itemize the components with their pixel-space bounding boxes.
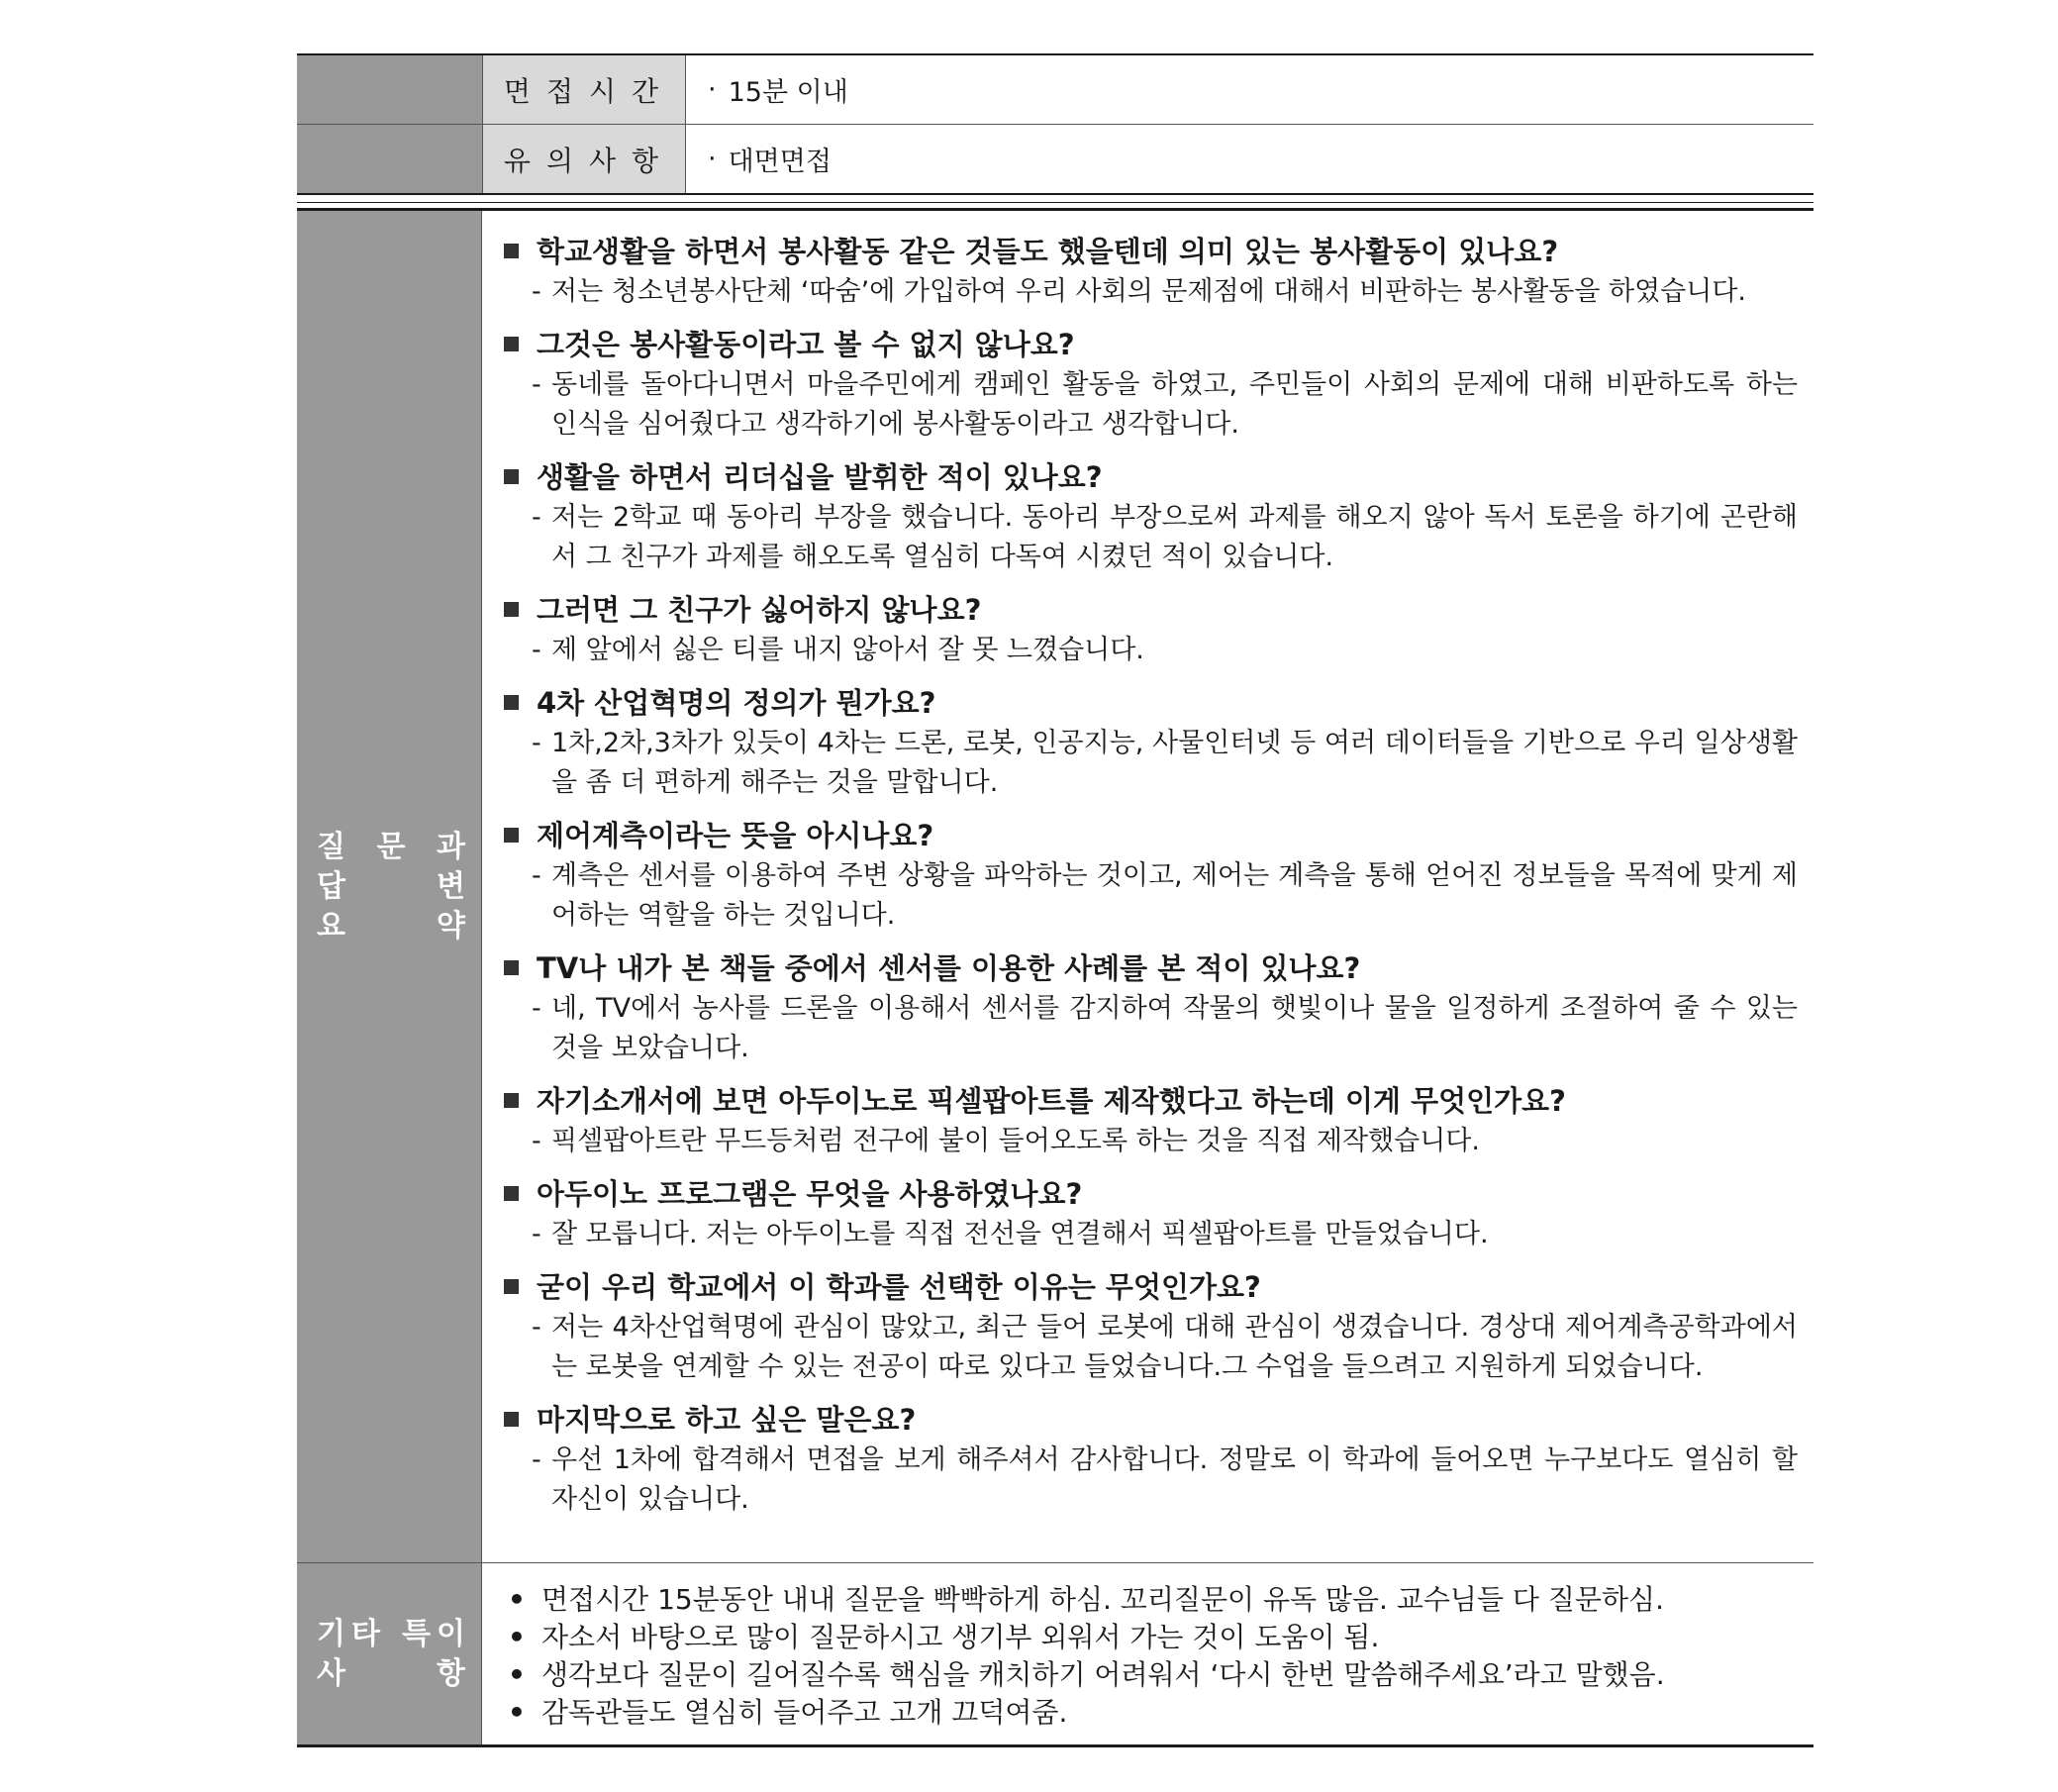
label-char: 문 xyxy=(376,829,406,864)
bullet-dot: · xyxy=(708,74,717,105)
notes-row xyxy=(297,124,1813,193)
qa-item xyxy=(502,324,1798,445)
dash-marker: - xyxy=(532,1219,541,1249)
answer xyxy=(502,724,1798,803)
qa-item xyxy=(502,1266,1798,1387)
dash-marker: - xyxy=(532,728,541,758)
answer-text: 저는 청소년봉사단체 ‘따숨’에 가입하여 우리 사회의 문제점에 대해서 비판하는 봉사활동을 하였습니다. xyxy=(551,276,1747,307)
etc-section-label xyxy=(297,1563,482,1744)
answer xyxy=(502,1308,1798,1387)
answer xyxy=(502,1441,1798,1520)
label-char: 요 xyxy=(317,908,345,944)
square-bullet-icon xyxy=(504,695,519,710)
bullet-dot-icon: • xyxy=(508,1658,526,1691)
label-char: 약 xyxy=(437,908,465,944)
square-bullet-icon xyxy=(504,1093,519,1108)
label-line xyxy=(317,1615,465,1654)
square-bullet-icon xyxy=(504,1279,519,1294)
answer xyxy=(502,498,1798,577)
answer-text: 1차,2차,3차가 있듯이 4차는 드론, 로봇, 인공지능, 사물인터넷 등 여러 데이터들을 기반으로 우리 일상생활을 좀 더 편하게 해주는 것을 말합니다. xyxy=(551,728,1798,798)
square-bullet-icon xyxy=(504,1412,519,1427)
dash-marker: - xyxy=(532,502,541,533)
label-char: 특 xyxy=(402,1616,431,1651)
qa-item xyxy=(502,456,1798,577)
bullet-dot: · xyxy=(708,144,717,174)
question-text: 학교생활을 하면서 봉사활동 같은 것들도 했을텐데 의미 있는 봉사활동이 있나요? xyxy=(537,235,1559,268)
label-char: 과 xyxy=(437,829,465,864)
answer xyxy=(502,856,1798,936)
notes-value: 대면면접 xyxy=(728,147,832,177)
square-bullet-icon xyxy=(504,1186,519,1201)
qa-item xyxy=(502,682,1798,803)
question-text: 그러면 그 친구가 싫어하지 않나요? xyxy=(537,593,982,627)
label-char: 항 xyxy=(437,1655,465,1691)
dash-marker: - xyxy=(532,1126,541,1156)
question-text: 자기소개서에 보면 아두이노로 픽셀팝아트를 제작했다고 하는데 이게 무엇인가요? xyxy=(537,1084,1566,1118)
label-line xyxy=(317,907,465,946)
question xyxy=(502,231,1798,272)
dash-marker: - xyxy=(532,1312,541,1343)
question-text: TV나 내가 본 책들 중에서 센서를 이용한 사례를 본 적이 있나요? xyxy=(537,951,1361,985)
question-text: 마지막으로 하고 싶은 말은요? xyxy=(537,1403,917,1437)
label-char: 기 xyxy=(317,1616,345,1651)
dash-marker: - xyxy=(532,993,541,1024)
question xyxy=(502,1173,1798,1215)
dash-marker: - xyxy=(532,369,541,400)
interview-time-value: 15분 이내 xyxy=(728,77,848,108)
qa-section xyxy=(297,211,1813,1562)
dash-marker: - xyxy=(532,860,541,891)
question-text: 그것은 봉사활동이라고 볼 수 없지 않나요? xyxy=(537,328,1075,361)
etc-item xyxy=(502,1619,1798,1656)
qa-item xyxy=(502,947,1798,1068)
row-header-blank xyxy=(297,125,482,193)
answer-text: 우선 1차에 합격해서 면접을 보게 해주셔서 감사합니다. 정말로 이 학과에 들어오면 누구보다도 열심히 할 자신이 있습니다. xyxy=(551,1444,1798,1515)
question xyxy=(502,1266,1798,1308)
qa-item xyxy=(502,589,1798,670)
interview-time-label: 면접시간 xyxy=(482,55,686,124)
qa-item xyxy=(502,1080,1798,1161)
question xyxy=(502,1080,1798,1122)
square-bullet-icon xyxy=(504,469,519,484)
label-char: 사 xyxy=(317,1655,345,1691)
square-bullet-icon xyxy=(504,828,519,843)
etc-item xyxy=(502,1694,1798,1732)
answer-text: 저는 4차산업혁명에 관심이 많았고, 최근 들어 로봇에 대해 관심이 생겼습니다. 경상대 제어계측공학과에서는 로봇을 연계할 수 있는 전공이 따로 있다고 들었습니다.그 수업을 들으려고 지원하게 되었습니다. xyxy=(551,1312,1798,1382)
etc-list xyxy=(482,1563,1813,1744)
question xyxy=(502,589,1798,631)
question-text: 굳이 우리 학교에서 이 학과를 선택한 이유는 무엇인가요? xyxy=(537,1270,1261,1304)
question xyxy=(502,1399,1798,1441)
answer-text: 계측은 센서를 이용하여 주변 상황을 파악하는 것이고, 제어는 계측을 통해 얻어진 정보들을 목적에 맞게 제어하는 역할을 하는 것입니다. xyxy=(551,860,1798,931)
qa-section-label xyxy=(297,211,482,1562)
answer-text: 픽셀팝아트란 무드등처럼 전구에 불이 들어오도록 하는 것을 직접 제작했습니다. xyxy=(551,1126,1480,1156)
question-text: 제어계측이라는 뜻을 아시나요? xyxy=(537,819,934,852)
question-text: 아두이노 프로그램은 무엇을 사용하였나요? xyxy=(537,1177,1083,1211)
answer-text: 제 앞에서 싫은 티를 내지 않아서 잘 못 느꼈습니다. xyxy=(551,635,1144,665)
label-line xyxy=(317,1654,465,1694)
bullet-dot-icon: • xyxy=(508,1621,526,1653)
square-bullet-icon xyxy=(504,244,519,258)
label-line xyxy=(317,828,465,867)
label-char: 질 xyxy=(317,829,345,864)
etc-section xyxy=(297,1562,1813,1744)
bullet-dot-icon: • xyxy=(508,1583,526,1616)
answer xyxy=(502,631,1798,670)
dash-marker: - xyxy=(532,276,541,307)
question xyxy=(502,324,1798,365)
etc-text: 감독관들도 열심히 들어주고 고개 끄덕여줌. xyxy=(541,1696,1068,1729)
qa-summary-table xyxy=(297,208,1813,1747)
label-char: 변 xyxy=(437,868,465,904)
etc-text: 생각보다 질문이 길어질수록 핵심을 캐치하기 어려워서 ‘다시 한번 말씀해주세요’라고 말했음. xyxy=(541,1658,1665,1691)
qa-item xyxy=(502,815,1798,936)
label-char: 타 xyxy=(351,1616,380,1651)
answer xyxy=(502,1122,1798,1161)
label-char: 답 xyxy=(317,868,345,904)
square-bullet-icon xyxy=(504,960,519,975)
question xyxy=(502,456,1798,498)
answer xyxy=(502,365,1798,445)
qa-item xyxy=(502,231,1798,312)
answer-text: 동네를 돌아다니면서 마을주민에게 캠페인 활동을 하였고, 주민들이 사회의 문제에 대해 비판하도록 하는 인식을 심어줬다고 생각하기에 봉사활동이라고 생각합니다. xyxy=(551,369,1798,440)
square-bullet-icon xyxy=(504,337,519,351)
answer xyxy=(502,1215,1798,1254)
answer-text: 네, TV에서 농사를 드론을 이용해서 센서를 감지하여 작물의 햇빛이나 물을 일정하게 조절하여 줄 수 있는 것을 보았습니다. xyxy=(551,993,1798,1063)
question-text: 생활을 하면서 리더십을 발휘한 적이 있나요? xyxy=(537,460,1103,494)
question xyxy=(502,815,1798,856)
label-line xyxy=(317,867,465,907)
bullet-dot-icon: • xyxy=(508,1696,526,1729)
interview-time-cell xyxy=(686,55,1813,124)
square-bullet-icon xyxy=(504,602,519,617)
etc-item xyxy=(502,1656,1798,1694)
notes-cell xyxy=(686,125,1813,193)
dash-marker: - xyxy=(532,635,541,665)
row-header-blank xyxy=(297,55,482,124)
answer xyxy=(502,989,1798,1068)
dash-marker: - xyxy=(532,1444,541,1475)
question-text: 4차 산업혁명의 정의가 뭔가요? xyxy=(537,686,936,720)
qa-item xyxy=(502,1399,1798,1520)
answer-text: 잘 모릅니다. 저는 아두이노를 직접 전선을 연결해서 픽셀팝아트를 만들었습니다. xyxy=(551,1219,1489,1249)
answer xyxy=(502,272,1798,312)
etc-text: 자소서 바탕으로 많이 질문하시고 생기부 외워서 가는 것이 도움이 됨. xyxy=(541,1621,1380,1653)
notes-label: 유의사항 xyxy=(482,125,686,193)
qa-list xyxy=(482,211,1813,1562)
etc-item xyxy=(502,1581,1798,1619)
question xyxy=(502,947,1798,989)
qa-item xyxy=(502,1173,1798,1254)
interview-time-row xyxy=(297,55,1813,124)
label-char: 이 xyxy=(437,1616,465,1651)
answer-text: 저는 2학교 때 동아리 부장을 했습니다. 동아리 부장으로써 과제를 해오지 않아 독서 토론을 하기에 곤란해서 그 친구가 과제를 해오도록 열심히 다독여 시켰던 적이 있습니다. xyxy=(551,502,1798,572)
etc-text: 면접시간 15분동안 내내 질문을 빡빡하게 하심. 꼬리질문이 유독 많음. 교수님들 다 질문하심. xyxy=(541,1583,1664,1616)
question xyxy=(502,682,1798,724)
interview-info-table xyxy=(297,53,1813,195)
